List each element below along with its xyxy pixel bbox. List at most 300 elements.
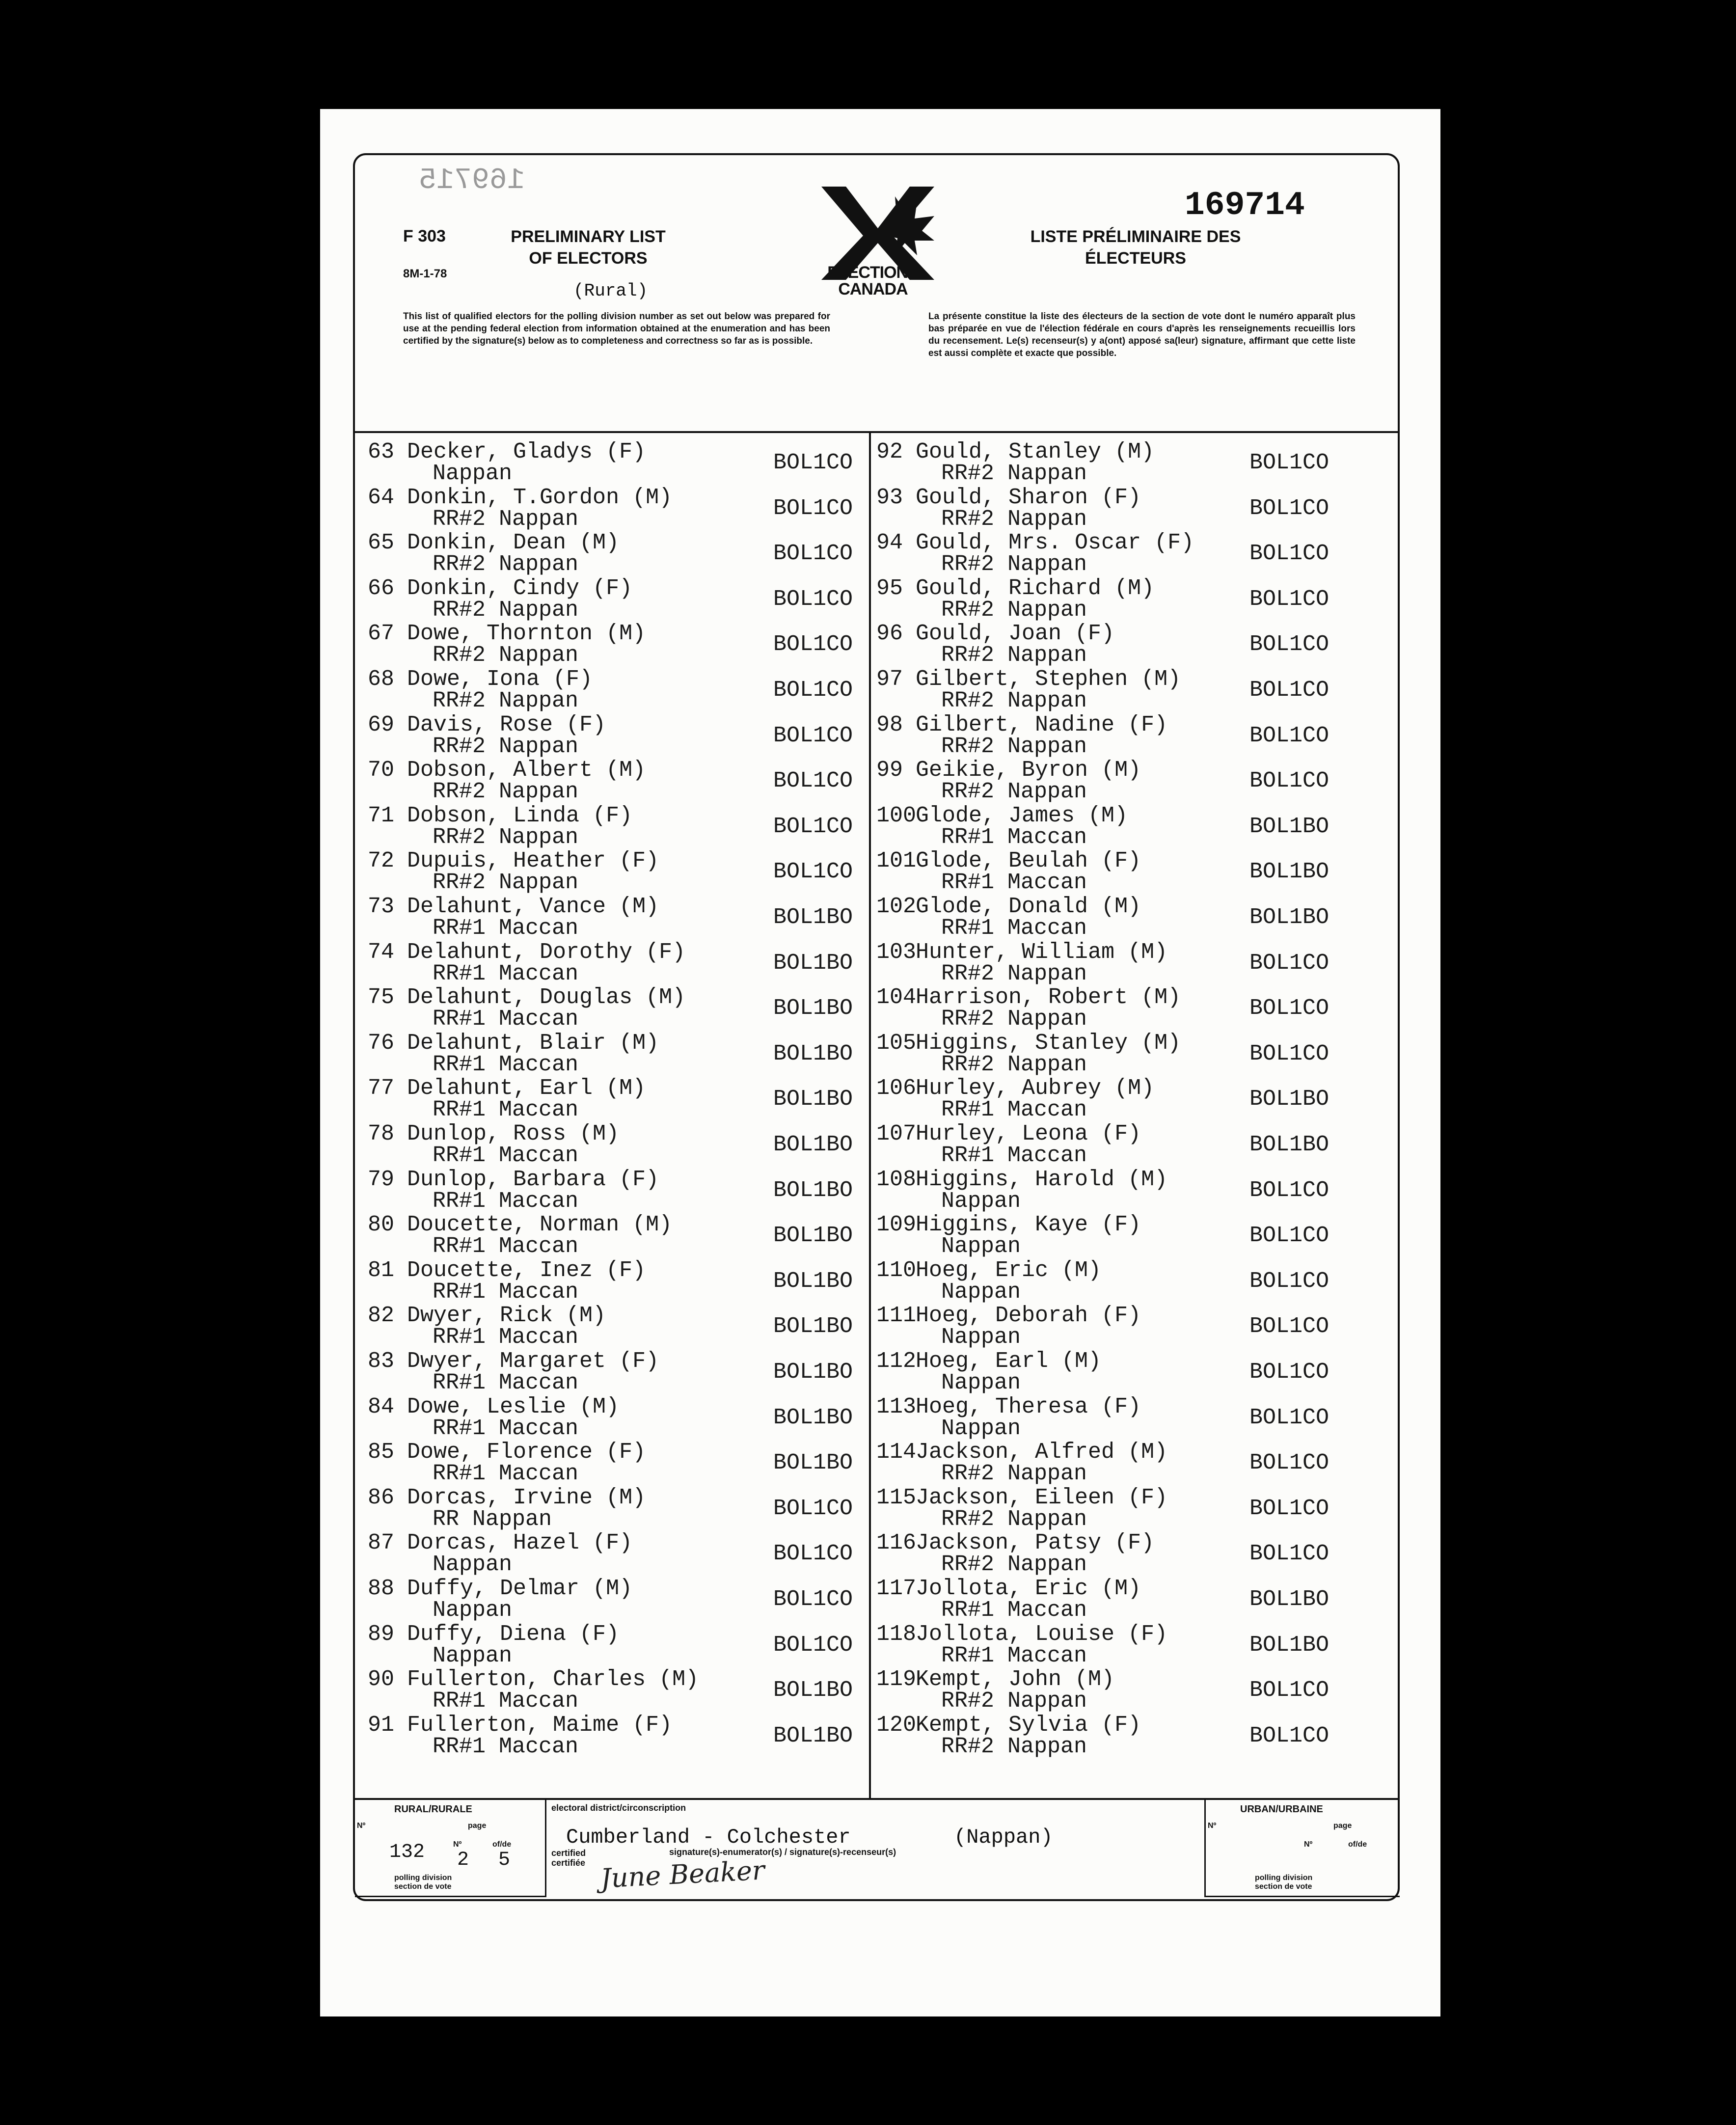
elector-address: RR#2 Nappan (433, 870, 579, 896)
elector-name: Hurley, Leona (F) (916, 1121, 1141, 1146)
elector-name: Donkin, Dean (M) (407, 530, 620, 556)
elector-name: Fullerton, Charles (M) (407, 1667, 699, 1692)
polling-division-label: polling division section de vote (394, 1874, 452, 1891)
elector-name: Decker, Gladys (F) (407, 439, 646, 464)
elector-address: RR#1 Maccan (433, 916, 579, 941)
elector-number: 65 (368, 530, 395, 556)
form-footer (355, 1798, 1398, 1901)
elector-entry (876, 1169, 1392, 1213)
elector-address: RR#1 Maccan (941, 824, 1087, 850)
elector-number: 82 (368, 1303, 395, 1329)
elector-name: Dowe, Thornton (M) (407, 621, 646, 647)
elector-postal-code: BOL1CO (773, 859, 853, 885)
elector-name: Glode, Beulah (F) (916, 848, 1141, 874)
elector-number: 92 (876, 439, 903, 464)
elector-address: RR#1 Maccan (433, 1143, 579, 1168)
elector-name: Jackson, Eileen (F) (916, 1485, 1168, 1510)
urban-no-label: Nº (1208, 1822, 1217, 1830)
elector-entry (876, 1350, 1392, 1394)
elector-number: 115 (876, 1485, 917, 1510)
rural-label: RURAL/RURALE (394, 1804, 472, 1815)
elector-entry (368, 805, 864, 849)
elector-name: Duffy, Delmar (M) (407, 1576, 633, 1601)
electors-list (355, 433, 1398, 1798)
elector-address: RR#1 Maccan (433, 1416, 579, 1441)
elector-name: Geikie, Byron (M) (916, 758, 1141, 783)
elector-name: Gould, Richard (M) (916, 575, 1155, 601)
electors-column-left (368, 441, 864, 1791)
elector-postal-code: BOL1CO (773, 495, 853, 521)
elector-address: RR#2 Nappan (941, 461, 1087, 486)
elector-address: RR#1 Maccan (941, 1598, 1087, 1623)
elector-number: 84 (368, 1394, 395, 1419)
elector-name: Dowe, Florence (F) (407, 1440, 646, 1465)
elector-postal-code: BOL1BO (773, 1314, 853, 1339)
elector-number: 101 (876, 848, 917, 874)
elector-name: Higgins, Harold (M) (916, 1167, 1168, 1192)
elector-entry (876, 487, 1392, 531)
elector-address: RR#2 Nappan (433, 779, 579, 805)
elector-entry (876, 714, 1392, 758)
elector-postal-code: BOL1BO (773, 950, 853, 976)
elector-number: 103 (876, 939, 917, 965)
elector-number: 104 (876, 985, 917, 1010)
elector-number: 119 (876, 1667, 917, 1692)
elector-postal-code: BOL1BO (773, 1450, 853, 1476)
elector-entry (368, 1169, 864, 1213)
elector-address: Nappan (941, 1370, 1021, 1395)
elector-number: 73 (368, 894, 395, 919)
elector-number: 69 (368, 712, 395, 737)
elector-entry (368, 1123, 864, 1167)
elector-name: Doucette, Norman (M) (407, 1212, 673, 1238)
serial-number: 169714 (1185, 187, 1305, 224)
elector-postal-code: BOL1BO (1249, 814, 1329, 839)
elector-address: RR#1 Maccan (433, 1052, 579, 1077)
elector-address: RR#1 Maccan (941, 1097, 1087, 1123)
elector-address: RR#2 Nappan (433, 734, 579, 759)
elector-number: 67 (368, 621, 395, 647)
elector-entry (368, 1714, 864, 1758)
elector-entry (368, 1396, 864, 1440)
elector-postal-code: BOL1BO (773, 1041, 853, 1066)
elector-address: RR#2 Nappan (433, 506, 579, 532)
elector-postal-code: BOL1CO (1249, 1723, 1329, 1748)
elector-postal-code: BOL1CO (773, 450, 853, 475)
elector-name: Higgins, Kaye (F) (916, 1212, 1141, 1238)
elector-name: Dowe, Leslie (M) (407, 1394, 620, 1419)
elector-name: Kempt, John (M) (916, 1667, 1115, 1692)
elector-postal-code: BOL1CO (1249, 768, 1329, 794)
elector-address: Nappan (941, 1234, 1021, 1259)
elector-entry (368, 1441, 864, 1485)
elector-entry (368, 941, 864, 985)
elector-address: RR#2 Nappan (941, 1506, 1087, 1532)
elector-name: Glode, James (M) (916, 803, 1128, 828)
elector-name: Gould, Mrs. Oscar (F) (916, 530, 1194, 556)
elector-name: Jollota, Eric (M) (916, 1576, 1141, 1601)
elector-number: 107 (876, 1121, 917, 1146)
elector-address: RR#1 Maccan (433, 1461, 579, 1487)
elector-entry (876, 1441, 1392, 1485)
elector-entry (368, 1214, 864, 1258)
elector-number: 106 (876, 1076, 917, 1101)
elector-postal-code: BOL1CO (1249, 1405, 1329, 1430)
elector-name: Jackson, Patsy (F) (916, 1530, 1155, 1556)
elector-name: Gilbert, Nadine (F) (916, 712, 1168, 737)
elector-entry (876, 850, 1392, 894)
district-label: electoral district/circonscription (551, 1803, 686, 1813)
elector-number: 116 (876, 1530, 917, 1556)
elector-number: 112 (876, 1349, 917, 1374)
polling-division-number: 132 (389, 1841, 425, 1863)
elector-name: Gilbert, Stephen (M) (916, 667, 1181, 692)
elector-name: Jackson, Alfred (M) (916, 1440, 1168, 1465)
elector-number: 93 (876, 485, 903, 510)
elector-name: Hurley, Aubrey (M) (916, 1076, 1155, 1101)
elector-postal-code: BOL1BO (1249, 1632, 1329, 1658)
elector-entry (876, 532, 1392, 576)
urban-box (1204, 1800, 1400, 1897)
elector-number: 113 (876, 1394, 917, 1419)
elector-address: RR#1 Maccan (941, 1643, 1087, 1668)
elector-postal-code: BOL1CO (773, 632, 853, 657)
elector-name: Higgins, Stanley (M) (916, 1030, 1181, 1056)
elector-number: 68 (368, 667, 395, 692)
urban-page-label: page (1333, 1822, 1352, 1830)
elector-name: Dupuis, Heather (F) (407, 848, 659, 874)
elector-address: RR#2 Nappan (941, 506, 1087, 532)
elector-entry (368, 1305, 864, 1349)
elector-address: RR#1 Maccan (433, 1325, 579, 1350)
elector-address: RR#2 Nappan (941, 779, 1087, 805)
elector-entry (876, 441, 1392, 485)
elector-number: 110 (876, 1257, 917, 1283)
elector-postal-code: BOL1BO (773, 1678, 853, 1703)
signature-label: signature(s)-enumerator(s) / signature(s)-recenseur(s) (669, 1847, 896, 1857)
elector-name: Dobson, Linda (F) (407, 803, 633, 828)
page-of-label: of/de (492, 1840, 512, 1849)
elector-name: Delahunt, Blair (M) (407, 1030, 659, 1056)
elector-number: 90 (368, 1667, 395, 1692)
elector-postal-code: BOL1CO (1249, 1314, 1329, 1339)
elector-postal-code: BOL1CO (1249, 723, 1329, 748)
elector-address: RR#1 Maccan (941, 916, 1087, 941)
elector-entry (876, 1214, 1392, 1258)
elector-postal-code: BOL1CO (1249, 1268, 1329, 1294)
elector-name: Donkin, Cindy (F) (407, 575, 633, 601)
elector-postal-code: BOL1CO (1249, 495, 1329, 521)
elector-address: RR#2 Nappan (941, 1689, 1087, 1714)
elector-entry (876, 1668, 1392, 1713)
elector-entry (368, 1487, 864, 1531)
elector-number: 72 (368, 848, 395, 874)
intro-text-en: This list of qualified electors for the polling division number as set out below was prepared for use at the pending federal election from information obtained at the enumeration and has been certified by the signature(s) below as to completeness and correctness so far as is possible. (403, 311, 830, 346)
elector-address: RR#2 Nappan (941, 961, 1087, 986)
elector-entry (368, 487, 864, 531)
elector-address: RR#1 Maccan (433, 1007, 579, 1032)
elector-number: 114 (876, 1440, 917, 1465)
elector-number: 97 (876, 667, 903, 692)
rural-page-label: page (468, 1822, 487, 1830)
elector-number: 85 (368, 1440, 395, 1465)
elector-address: Nappan (433, 1552, 513, 1578)
elector-address: RR#2 Nappan (433, 597, 579, 623)
elector-name: Harrison, Robert (M) (916, 985, 1181, 1010)
elector-entry (368, 1077, 864, 1121)
form-stock-number: 8M-1-78 (403, 267, 447, 280)
elector-postal-code: BOL1BO (773, 996, 853, 1021)
elector-address: RR#2 Nappan (433, 643, 579, 668)
elector-number: 94 (876, 530, 903, 556)
elector-name: Jollota, Louise (F) (916, 1621, 1168, 1647)
elector-postal-code: BOL1CO (773, 1632, 853, 1658)
elector-entry (368, 896, 864, 940)
elector-address: RR#2 Nappan (941, 1552, 1087, 1578)
elector-number: 64 (368, 485, 395, 510)
electors-column-right (876, 441, 1392, 1791)
elector-number: 120 (876, 1712, 917, 1738)
elector-address: RR#1 Maccan (941, 1143, 1087, 1168)
elector-number: 100 (876, 803, 917, 828)
elector-name: Delahunt, Douglas (M) (407, 985, 686, 1010)
elector-number: 99 (876, 758, 903, 783)
elector-number: 117 (876, 1576, 917, 1601)
elector-name: Delahunt, Vance (M) (407, 894, 659, 919)
elector-postal-code: BOL1BO (773, 1405, 853, 1430)
elector-name: Dwyer, Rick (M) (407, 1303, 606, 1329)
elector-number: 89 (368, 1621, 395, 1647)
elector-postal-code: BOL1CO (1249, 586, 1329, 612)
elector-entry (368, 623, 864, 667)
elector-number: 102 (876, 894, 917, 919)
elector-postal-code: BOL1BO (1249, 905, 1329, 930)
elector-postal-code: BOL1BO (773, 905, 853, 930)
elector-entry (368, 1532, 864, 1576)
urban-label: URBAN/URBAINE (1240, 1804, 1323, 1815)
elector-name: Gould, Stanley (M) (916, 439, 1155, 464)
elector-address: Nappan (941, 1188, 1021, 1214)
elector-name: Hunter, William (M) (916, 939, 1168, 965)
elector-postal-code: BOL1CO (1249, 996, 1329, 1021)
elector-postal-code: BOL1BO (1249, 1087, 1329, 1112)
elector-address: RR#1 Maccan (433, 1097, 579, 1123)
elector-number: 96 (876, 621, 903, 647)
elector-number: 66 (368, 575, 395, 601)
elector-entry (876, 805, 1392, 849)
subtitle-rural: (Rural) (573, 281, 648, 301)
elector-address: RR#2 Nappan (433, 552, 579, 577)
elector-address: RR#2 Nappan (941, 552, 1087, 577)
elector-name: Hoeg, Earl (M) (916, 1349, 1102, 1374)
elector-entry (876, 896, 1392, 940)
elector-entry (876, 941, 1392, 985)
elector-name: Dunlop, Ross (M) (407, 1121, 620, 1146)
elector-address: RR#2 Nappan (941, 1007, 1087, 1032)
elector-address: RR#2 Nappan (941, 1052, 1087, 1077)
elector-name: Glode, Donald (M) (916, 894, 1141, 919)
form-code: F 303 (403, 227, 446, 245)
elector-postal-code: BOL1CO (1249, 1541, 1329, 1567)
urban-page-no-label: Nº (1304, 1840, 1313, 1849)
elector-entry (876, 1623, 1392, 1667)
elector-address: RR#2 Nappan (941, 1734, 1087, 1759)
elector-number: 87 (368, 1530, 395, 1556)
elector-name: Hoeg, Eric (M) (916, 1257, 1102, 1283)
elector-name: Gould, Sharon (F) (916, 485, 1141, 510)
elector-postal-code: BOL1BO (773, 1223, 853, 1249)
elector-name: Duffy, Diena (F) (407, 1621, 620, 1647)
elector-address: RR#1 Maccan (433, 1734, 579, 1759)
elector-number: 118 (876, 1621, 917, 1647)
elector-postal-code: BOL1CO (773, 586, 853, 612)
elector-address: Nappan (941, 1416, 1021, 1441)
elector-postal-code: BOL1CO (1249, 1496, 1329, 1521)
elector-postal-code: BOL1BO (773, 1132, 853, 1157)
elector-postal-code: BOL1CO (773, 1541, 853, 1567)
elector-number: 108 (876, 1167, 917, 1192)
elector-entry (876, 1396, 1392, 1440)
elector-number: 76 (368, 1030, 395, 1056)
elector-number: 83 (368, 1349, 395, 1374)
elector-number: 98 (876, 712, 903, 737)
elector-name: Doucette, Inez (F) (407, 1257, 646, 1283)
elector-address: RR#2 Nappan (941, 1461, 1087, 1487)
elector-postal-code: BOL1CO (773, 678, 853, 703)
page-number: 2 (457, 1849, 469, 1871)
elections-canada-logo (812, 182, 944, 300)
elector-postal-code: BOL1BO (773, 1177, 853, 1203)
elector-name: Dorcas, Irvine (M) (407, 1485, 646, 1510)
form-frame (353, 153, 1400, 1901)
elector-address: Nappan (433, 1643, 513, 1668)
elector-address: RR#2 Nappan (941, 597, 1087, 623)
electoral-list-sheet (320, 109, 1440, 2016)
elector-address: RR#1 Maccan (433, 1279, 579, 1305)
elector-postal-code: BOL1CO (1249, 1450, 1329, 1476)
title-en: PRELIMINARY LIST OF ELECTORS (511, 227, 666, 268)
elector-entry (368, 1668, 864, 1713)
elector-postal-code: BOL1BO (773, 1360, 853, 1385)
elector-name: Delahunt, Earl (M) (407, 1076, 646, 1101)
elector-number: 78 (368, 1121, 395, 1146)
elector-entry (368, 532, 864, 576)
elector-entry (368, 850, 864, 894)
elector-name: Dorcas, Hazel (F) (407, 1530, 633, 1556)
elector-entry (876, 986, 1392, 1031)
elector-name: Dwyer, Margaret (F) (407, 1349, 659, 1374)
elector-postal-code: BOL1CO (1249, 1223, 1329, 1249)
elector-address: RR Nappan (433, 1506, 552, 1532)
elector-postal-code: BOL1CO (1249, 1041, 1329, 1066)
rural-box (355, 1800, 546, 1897)
elector-entry (368, 668, 864, 712)
intro-text-fr: La présente constitue la liste des électeurs de la section de vote dont le numéro apparaît plus bas préparée en vue de l'élection fédérale en cours d'après les renseignements recueillis lors du recensement. Le(s) recenseur(s) y a(ont) apposé sa(leur) signature, affirmant que cette liste est aussi complète et exacte que possible. (928, 311, 1356, 358)
title-fr: LISTE PRÉLIMINAIRE DES ÉLECTEURS (1030, 227, 1241, 268)
elector-postal-code: BOL1BO (773, 1087, 853, 1112)
elector-entry (876, 1487, 1392, 1531)
elector-entry (876, 1077, 1392, 1121)
elector-postal-code: BOL1CO (1249, 541, 1329, 567)
elector-entry (368, 577, 864, 622)
elector-postal-code: BOL1CO (1249, 450, 1329, 475)
elector-number: 105 (876, 1030, 917, 1056)
elector-entry (876, 1714, 1392, 1758)
elector-name: Kempt, Sylvia (F) (916, 1712, 1141, 1738)
elector-entry (876, 577, 1392, 622)
elector-address: RR#2 Nappan (433, 688, 579, 713)
elector-number: 91 (368, 1712, 395, 1738)
elector-number: 80 (368, 1212, 395, 1238)
urban-polling-label: polling division section de vote (1255, 1874, 1313, 1891)
elector-name: Dobson, Albert (M) (407, 758, 646, 783)
elector-entry (368, 759, 864, 803)
certified-label: certified certifiée (551, 1848, 586, 1868)
elector-entry (876, 759, 1392, 803)
mirror-serial: 169715 (419, 164, 525, 197)
elector-name: Delahunt, Dorothy (F) (407, 939, 686, 965)
elector-entry (368, 986, 864, 1031)
elector-address: Nappan (433, 1598, 513, 1623)
urban-of-label: of/de (1348, 1840, 1367, 1849)
elector-entry (368, 441, 864, 485)
elector-entry (876, 1123, 1392, 1167)
form-header (355, 155, 1398, 433)
elector-postal-code: BOL1BO (1249, 859, 1329, 885)
elector-postal-code: BOL1CO (1249, 678, 1329, 703)
elector-postal-code: BOL1CO (1249, 950, 1329, 976)
page-total: 5 (498, 1849, 511, 1871)
elector-entry (368, 1259, 864, 1304)
elector-name: Donkin, T.Gordon (M) (407, 485, 673, 510)
elector-address: RR#1 Maccan (433, 961, 579, 986)
elector-address: RR#1 Maccan (941, 870, 1087, 896)
elector-name: Gould, Joan (F) (916, 621, 1115, 647)
district-note: (Nappan) (954, 1825, 1053, 1849)
elector-entry (368, 1578, 864, 1622)
elector-address: RR#2 Nappan (433, 824, 579, 850)
elector-entry (876, 1259, 1392, 1304)
elector-postal-code: BOL1CO (1249, 1177, 1329, 1203)
elector-address: RR#1 Maccan (433, 1370, 579, 1395)
page-no-label: Nº (453, 1840, 462, 1849)
elector-postal-code: BOL1CO (1249, 1678, 1329, 1703)
elector-entry (876, 1032, 1392, 1076)
elector-postal-code: BOL1CO (773, 1496, 853, 1521)
column-divider (869, 433, 871, 1798)
elector-entry (368, 714, 864, 758)
elector-postal-code: BOL1CO (1249, 632, 1329, 657)
elector-entry (368, 1350, 864, 1394)
elector-number: 111 (876, 1303, 917, 1329)
elector-name: Davis, Rose (F) (407, 712, 606, 737)
rural-no-label: Nº (357, 1822, 366, 1830)
elector-entry (876, 668, 1392, 712)
elector-number: 75 (368, 985, 395, 1010)
elector-number: 81 (368, 1257, 395, 1283)
elector-number: 63 (368, 439, 395, 464)
elector-postal-code: BOL1BO (773, 1268, 853, 1294)
elector-postal-code: BOL1BO (773, 1723, 853, 1748)
elector-postal-code: BOL1BO (1249, 1587, 1329, 1612)
elector-number: 77 (368, 1076, 395, 1101)
elector-address: RR#1 Maccan (433, 1188, 579, 1214)
elector-number: 109 (876, 1212, 917, 1238)
logo-text: ELECTIONS CANADA (827, 263, 919, 299)
elector-number: 95 (876, 575, 903, 601)
elector-postal-code: BOL1CO (773, 1587, 853, 1612)
elector-postal-code: BOL1BO (1249, 1132, 1329, 1157)
